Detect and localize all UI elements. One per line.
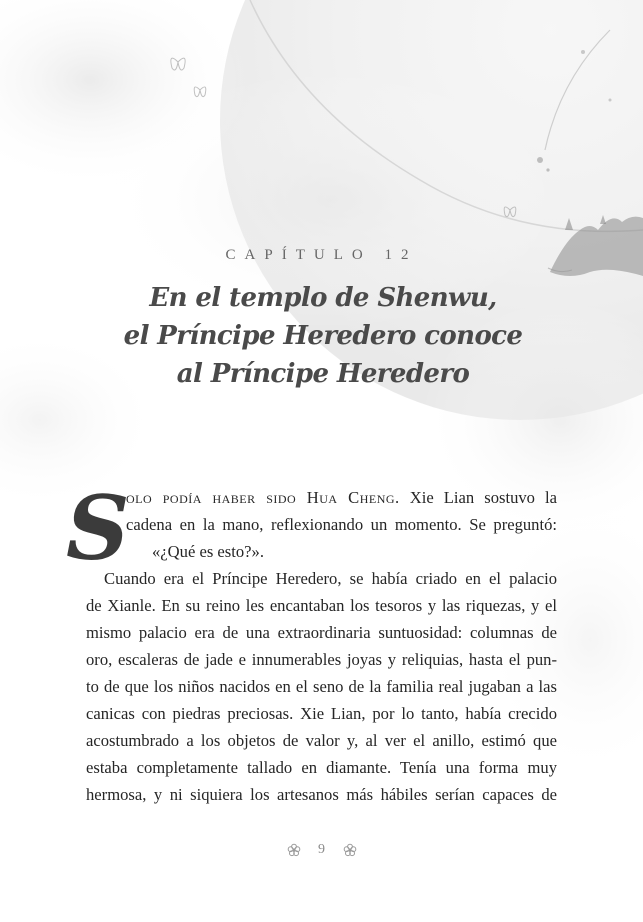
drop-cap-letter: S [66, 476, 130, 580]
body-line: acostumbrado a los objetos de valor y, al ver el anillo, estimó que [86, 731, 557, 750]
page-number: 9 [318, 842, 325, 857]
body-line: Cuando era el Príncipe Heredero, se había criado en el palacio [104, 569, 557, 588]
body-line: oro, escaleras de jade e innumerables joyas y reliquias, hasta el pun- [86, 650, 557, 669]
chapter-body-text [86, 484, 557, 808]
body-line: de Xianle. En su reino les encantaban los tesoros y las riquezas, y el [86, 596, 557, 615]
body-line: estaba completamente tallado en diamante. Tenía una forma muy [86, 758, 557, 777]
chapter-title-line: al Príncipe Heredero [176, 359, 470, 389]
body-line: to de que los niños nacidos en el seno de la familia real jugaban a las [86, 677, 557, 696]
body-line [86, 484, 557, 511]
body-line: cadena en la mano, reflexionando un momento. Se preguntó: [126, 515, 557, 534]
flower-icon [343, 843, 357, 857]
chapter-title-line: el Príncipe Heredero conoce [123, 321, 523, 351]
body-line: mismo palacio era de una extraordinaria suntuosidad: columnas de [86, 623, 557, 642]
body-line: hermosa, y ni siquiera los artesanos más hábiles serían capaces de [86, 785, 557, 804]
opening-smallcaps: olo podía haber sido Hua Cheng. [126, 488, 400, 507]
body-line: canicas con piedras preciosas. Xie Lian, por lo tanto, había crecido [86, 704, 557, 723]
body-line-rest: Xie Lian sostuvo la [399, 488, 557, 507]
chapter-title-line: En el templo de Shenwu, [149, 283, 497, 313]
flower-icon [287, 843, 301, 857]
chapter-number: CAPÍTULO 12 [225, 247, 418, 263]
body-line: «¿Qué es esto?». [152, 542, 264, 561]
chapter-title [120, 279, 526, 393]
page-footer [0, 842, 643, 858]
